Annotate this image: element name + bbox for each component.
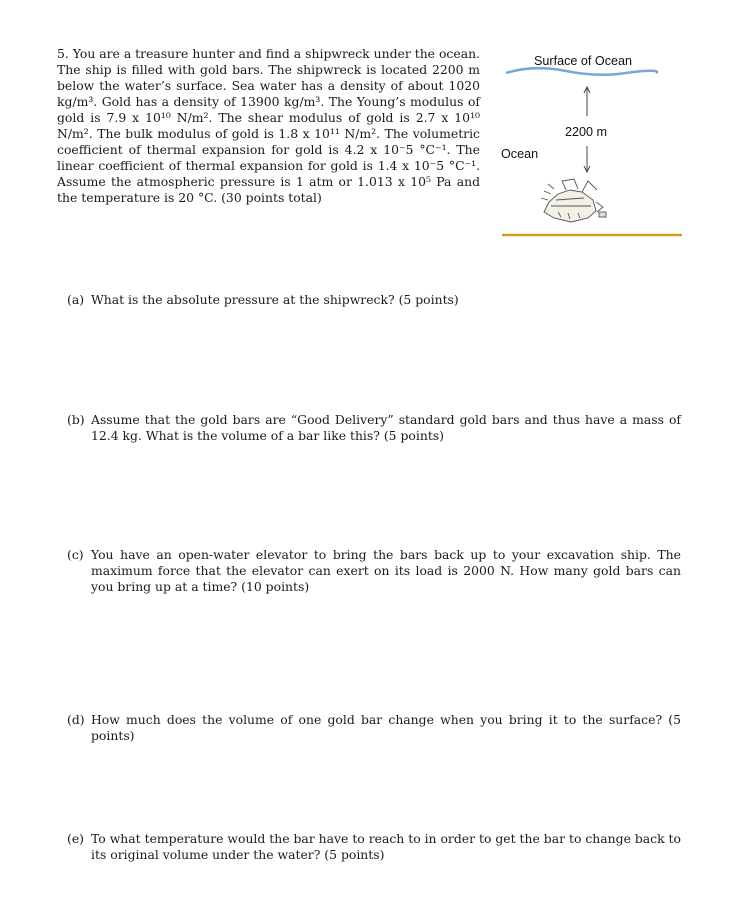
question-b-label: (b) <box>67 412 85 427</box>
question-a-label: (a) <box>67 292 85 307</box>
question-e-label: (e) <box>67 831 85 846</box>
question-b-text: Assume that the gold bars are “Good Delivery” standard gold bars and thus have a mass of 12.4 kg. What is the volume of a bar like this? (5 points) <box>91 412 681 443</box>
ocean-label: Ocean <box>501 147 539 161</box>
question-d-label: (d) <box>67 712 85 727</box>
question-c-text: You have an open-water elevator to bring the bars back up to your excavation ship. The maximum force that the elevator can exert on its load is 2000 N. How many gold bars can you bring up at a time? (10 points) <box>91 547 681 594</box>
depth-label: 2200 m <box>565 125 608 139</box>
diagram-graphics <box>496 40 686 245</box>
surface-label: Surface of Ocean <box>534 54 633 68</box>
question-a-text: What is the absolute pressure at the shipwreck? (5 points) <box>91 292 459 307</box>
shipwreck-diagram <box>496 40 686 245</box>
ocean-surface-wave <box>506 68 657 75</box>
question-e-text: To what temperature would the bar have to reach to in order to get the bar to change back to its original volume under the water? (5 points) <box>91 831 681 862</box>
question-d-text: How much does the volume of one gold bar change when you bring it to the surface? (5 points) <box>91 712 681 743</box>
problem-statement: 5. You are a treasure hunter and find a shipwreck under the ocean. The ship is filled with gold bars. The shipwreck is located 2200 m below the water’s surface. Sea water has a density of about 1020 kg/m³. Gold has a density of 13900 kg/m³. The Young’s modulus of gold is 7.9 x 10¹⁰ N/m². The shear modulus of gold is 2.7 x 10¹⁰ N/m². The bulk modulus of gold is 1.8 x 10¹¹ N/m². The volumetric coefficient of thermal expansion for gold is 4.2 x 10⁻5 °C⁻¹. The linear coefficient of thermal expansion for gold is 1.4 x 10⁻5 °C⁻¹. Assume the atmospheric pressure is 1 atm or 1.013 x 10⁵ Pa and the temperature is 20 °C. (30 points total) <box>57 46 480 205</box>
shipwreck-icon <box>541 179 606 222</box>
question-c-label: (c) <box>67 547 84 562</box>
